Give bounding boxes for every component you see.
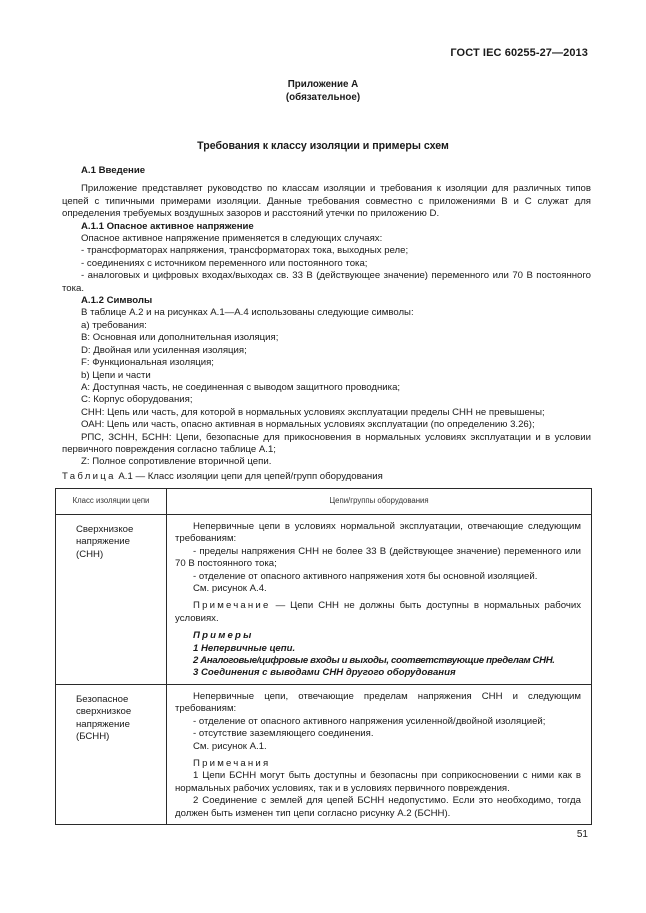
circuits-cell (167, 684, 592, 824)
a12-line: ОАН: Цепь или часть, опасно активная в нормальных условиях эксплуатации (по определению 3.26); (81, 419, 535, 431)
row-bullet: - пределы напряжения СНН не более 33 В (действующее значение) переменного или 70 В постоянного тока; (175, 545, 581, 570)
row-note-item: 1 Цепи БСНН могут быть доступны и безопасны при соприкосновении с ними как в нормальных рабочих условиях, так и в условиях первичного повреждения. (175, 770, 581, 794)
table-caption (62, 471, 383, 483)
row-description: Непервичные цепи, отвечающие пределам напряжения СНН и следующим требованиям: (175, 690, 581, 715)
a12-line: СНН: Цепь или часть, для которой в нормальных условиях эксплуатации пределы СНН не превышены; (81, 406, 545, 418)
row-bullet: - отделение от опасного активного напряжения усиленной/двойной изоляцией; (193, 715, 546, 727)
class-cell (56, 684, 167, 824)
circuits-cell (167, 515, 592, 685)
heading-a1: А.1 Введение (81, 165, 146, 176)
row-note-item: 2 Соединение с землей для цепей БСНН недопустимо. Если это необходимо, тогда должен быть изменен тип цепи согласно рисунку А.2 (БСНН). (175, 795, 581, 819)
row-note (175, 600, 581, 625)
row-see-figure: См. рисунок А.4. (193, 583, 267, 595)
class-name: Безопасное сверхнизкое напряжение (БСНН) (76, 693, 132, 743)
table-header-row (56, 489, 592, 515)
note-word: Примечание (193, 600, 271, 612)
class-name: Сверхнизкое напряжение (СНН) (76, 524, 134, 560)
a11-intro: Опасное активное напряжение применяется в следующих случаях: (81, 233, 383, 245)
paragraph-intro: Приложение представляет руководство по классам изоляции и требования к изоляции для различных типов цепей с типичными примерами изоляции. Данные требования совместно с приложениями В и С служат для определения требуемых воздушных зазоров и расстояний утечки по приложению D. (62, 183, 591, 220)
annex-label: Приложение А (287, 79, 359, 90)
a12-line: F: Функциональная изоляция; (81, 357, 214, 369)
example-item: 1 Непервичные цепи. (193, 642, 296, 654)
standard-number: ГОСТ IEC 60255-27—2013 (450, 47, 588, 59)
a11-item: - соединениях с источником переменного или постоянного тока; (81, 257, 368, 269)
annex-title: Требования к классу изоляции и примеры схем (197, 140, 449, 152)
table-caption-word: Таблица (62, 471, 116, 482)
a12-line: D: Двойная или усиленная изоляция; (81, 344, 247, 356)
header-circuits: Цепи/группы оборудования (167, 489, 592, 515)
examples-word: Примеры (193, 630, 254, 642)
row-bullet: - отсутствие заземляющего соединения. (193, 728, 374, 740)
insulation-class-table (55, 488, 592, 825)
body-text (62, 165, 591, 469)
row-description: Непервичные цепи в условиях нормальной эксплуатации, отвечающие следующим требованиям: (175, 521, 581, 545)
class-cell (56, 515, 167, 685)
table-caption-text: А.1 — Класс изоляции цепи для цепей/групп оборудования (118, 471, 383, 482)
a12-line: A: Доступная часть, не соединенная с выводом защитного проводника; (81, 381, 401, 393)
table-row (56, 684, 592, 824)
a12-line: B: Основная или дополнительная изоляция; (81, 332, 279, 344)
row-see-figure: См. рисунок А.1. (193, 740, 267, 752)
a12-line: РПС, ЗСНН, БСНН: Цепи, безопасные для прикосновения в нормальных условиях эксплуатации и в условии первичного повреждения согласно таблице А.1; (62, 431, 591, 455)
header-class: Класс изоляции цепи (56, 489, 167, 515)
note-text: — Цепи СНН не должны быть доступны в нормальных рабочих условиях. (175, 600, 581, 624)
row-bullet: - отделение от опасного активного напряжения хотя бы основной изоляцией. (193, 570, 538, 582)
a12-line: C: Корпус оборудования; (81, 394, 193, 406)
a12-line: Z: Полное сопротивление вторичной цепи. (81, 456, 272, 468)
notes-word: Примечания (193, 757, 271, 769)
a11-item: - трансформаторах напряжения, трансформаторах тока, выходных реле; (81, 245, 409, 257)
a12-line: b) Цепи и части (81, 369, 151, 381)
heading-a11: А.1.1 Опасное активное напряжение (81, 220, 254, 232)
a12-line: В таблице А.2 и на рисунках А.1—А.4 использованы следующие символы: (81, 307, 414, 319)
table-row (56, 515, 592, 685)
example-item: 2 Аналоговые/цифровые входы и выходы, соответствующие пределам СНН. (193, 655, 555, 667)
a11-item: - аналоговых и цифровых входах/выходах св. 33 В (действующее значение) переменного или 70 В постоянного тока. (62, 270, 591, 294)
annex-status: (обязательное) (285, 92, 361, 103)
example-item: 3 Соединения с выводами СНН другого оборудования (193, 667, 456, 679)
heading-a12: А.1.2 Символы (81, 295, 153, 307)
page-number: 51 (576, 829, 588, 840)
a12-line: a) требования: (81, 319, 147, 331)
